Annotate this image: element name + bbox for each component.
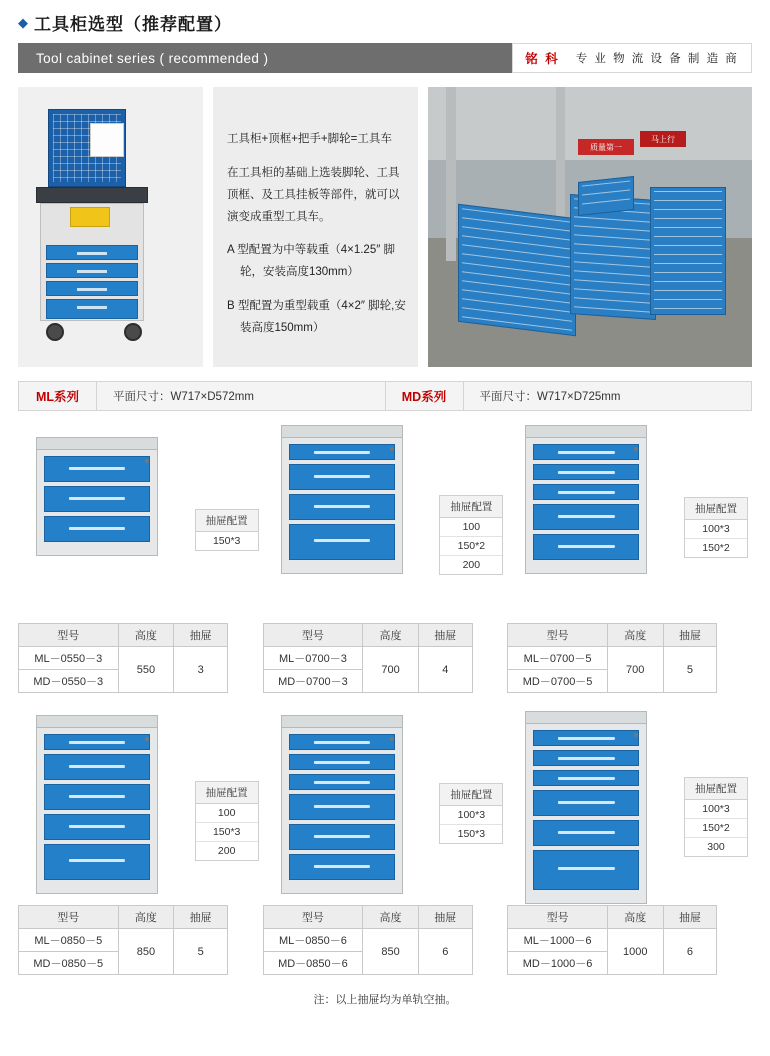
product-cell-2 bbox=[507, 437, 752, 693]
th-drawers: 抽屉 bbox=[663, 624, 717, 647]
series-bar bbox=[18, 381, 752, 411]
th-drawers: 抽屉 bbox=[174, 624, 228, 647]
config-box-4 bbox=[439, 783, 503, 844]
drawer-shape bbox=[533, 444, 639, 460]
cabinet-shell-shape bbox=[281, 727, 403, 894]
table-row bbox=[19, 647, 228, 670]
th-model: 型号 bbox=[263, 906, 363, 929]
spec-table-5 bbox=[507, 905, 717, 975]
product-cell-3 bbox=[18, 719, 263, 975]
cabinet-illustration-1 bbox=[263, 437, 508, 617]
cell-model-ml: ML－0700－3 bbox=[263, 647, 363, 670]
drawer-shape bbox=[533, 464, 639, 480]
page-header bbox=[0, 0, 770, 39]
caster-wheel-icon bbox=[124, 323, 142, 341]
table-row bbox=[508, 929, 717, 952]
warehouse-cabinets-photo bbox=[428, 87, 752, 367]
drawer-shape bbox=[44, 734, 150, 750]
cabinet-shell-shape bbox=[36, 449, 158, 556]
cell-height: 700 bbox=[607, 647, 663, 693]
cabinet-top-shape bbox=[525, 711, 647, 723]
series-size-ml: 平面尺寸：W717×D572mm bbox=[97, 382, 386, 410]
drawer-shape bbox=[44, 456, 150, 482]
drawer-shape bbox=[289, 524, 395, 560]
config-item: 150*2 bbox=[685, 819, 747, 838]
table-row bbox=[19, 929, 228, 952]
config-title: 抽屉配置 bbox=[440, 496, 502, 518]
table-row bbox=[263, 647, 472, 670]
brand-tagline: 专 业 物 流 设 备 制 造 商 bbox=[575, 53, 739, 65]
series-name-md: MD系列 bbox=[386, 382, 464, 410]
th-model: 型号 bbox=[508, 624, 608, 647]
drawer-shape bbox=[533, 770, 639, 786]
table-header-row bbox=[508, 906, 717, 929]
drawer-shape bbox=[533, 850, 639, 890]
cabinet-top-shape bbox=[525, 425, 647, 437]
drawer-shape bbox=[44, 814, 150, 840]
drawer-shape bbox=[533, 534, 639, 560]
cabinet-illustration-3 bbox=[18, 719, 263, 899]
cell-model-md: MD－0850－6 bbox=[263, 952, 363, 975]
th-height: 高度 bbox=[363, 624, 419, 647]
cabinet-illustration-0 bbox=[18, 437, 263, 617]
config-box-5 bbox=[684, 777, 748, 857]
lock-icon bbox=[390, 737, 394, 741]
cell-model-ml: ML－0850－5 bbox=[19, 929, 119, 952]
table-header-row bbox=[19, 906, 228, 929]
config-item: 150*2 bbox=[440, 537, 502, 556]
spec-table-1 bbox=[263, 623, 473, 693]
cell-drawers: 5 bbox=[663, 647, 717, 693]
diamond-icon: ◆ bbox=[18, 15, 28, 30]
drawer-shape bbox=[289, 494, 395, 520]
cabinet-bank-shape bbox=[578, 176, 634, 216]
lock-icon bbox=[145, 459, 149, 463]
cell-model-md: MD－0850－5 bbox=[19, 952, 119, 975]
cell-height: 850 bbox=[118, 929, 174, 975]
th-model: 型号 bbox=[19, 906, 119, 929]
config-title: 抽屉配置 bbox=[685, 498, 747, 520]
banner-red-2: 马上行 bbox=[640, 131, 686, 147]
cabinet-illustration-2 bbox=[507, 437, 752, 617]
section-subtitle: Tool cabinet series ( recommended ) bbox=[36, 50, 269, 66]
th-model: 型号 bbox=[508, 906, 607, 929]
cell-model-ml: ML－0850－6 bbox=[263, 929, 363, 952]
brand-block bbox=[512, 43, 752, 73]
cell-model-md: MD－0700－3 bbox=[263, 670, 363, 693]
drawer-shape bbox=[44, 516, 150, 542]
drawer-shape bbox=[44, 844, 150, 880]
config-title: 抽屉配置 bbox=[440, 784, 502, 806]
cabinet-shape bbox=[525, 425, 647, 574]
product-cell-4 bbox=[263, 719, 508, 975]
spec-table-2 bbox=[507, 623, 717, 693]
cart-drawer-shape bbox=[46, 263, 138, 278]
cell-height: 700 bbox=[363, 647, 419, 693]
caster-wheel-icon bbox=[46, 323, 64, 341]
tool-cart-illustration bbox=[18, 87, 203, 367]
cabinet-shape bbox=[36, 437, 158, 556]
cabinet-shell-shape bbox=[36, 727, 158, 894]
config-box-3 bbox=[195, 781, 259, 861]
drawer-shape bbox=[289, 734, 395, 750]
brand-name: 铭 科 bbox=[525, 52, 560, 66]
th-drawers: 抽屉 bbox=[174, 906, 228, 929]
cell-drawers: 4 bbox=[418, 647, 472, 693]
page-title: 工具柜选型（推荐配置） bbox=[34, 15, 232, 34]
product-grid bbox=[18, 437, 752, 975]
th-drawers: 抽屉 bbox=[418, 624, 472, 647]
cell-height: 850 bbox=[363, 929, 419, 975]
cart-drawer-shape bbox=[46, 245, 138, 260]
cabinet-top-shape bbox=[281, 715, 403, 727]
cart-worktop-shape bbox=[36, 187, 148, 203]
config-item: 100 bbox=[196, 804, 258, 823]
intro-line-1: 工具柜+顶框+把手+脚轮=工具车 bbox=[227, 133, 392, 145]
drawer-shape bbox=[533, 820, 639, 846]
config-item: 300 bbox=[707, 841, 725, 853]
cabinet-bank-shape bbox=[650, 187, 726, 315]
cell-drawers: 6 bbox=[418, 929, 472, 975]
drawer-shape bbox=[533, 790, 639, 816]
cell-height: 1000 bbox=[607, 929, 663, 975]
config-item: 150*3 bbox=[212, 535, 241, 547]
config-item: 200 bbox=[462, 559, 481, 571]
config-item: 150*3 bbox=[196, 823, 258, 842]
config-title: 抽屉配置 bbox=[685, 778, 747, 800]
config-item: 150*2 bbox=[702, 542, 730, 554]
spec-table-0 bbox=[18, 623, 228, 693]
cell-height: 550 bbox=[118, 647, 174, 693]
spec-table-4 bbox=[263, 905, 473, 975]
drawer-shape bbox=[533, 750, 639, 766]
series-name-ml: ML系列 bbox=[19, 382, 97, 410]
paper-sheet-shape bbox=[90, 123, 124, 157]
config-item: 200 bbox=[217, 845, 236, 857]
drawer-shape bbox=[289, 464, 395, 490]
cell-model-md: MD－1000－6 bbox=[508, 952, 607, 975]
lock-icon bbox=[390, 447, 394, 451]
product-row-1 bbox=[18, 437, 752, 693]
cabinet-illustration-4 bbox=[263, 719, 508, 899]
cell-model-ml: ML－0700－5 bbox=[508, 647, 608, 670]
config-title: 抽屉配置 bbox=[196, 510, 258, 532]
drawer-shape bbox=[289, 754, 395, 770]
config-item: 100*3 bbox=[685, 520, 747, 539]
cabinet-shell-shape bbox=[281, 437, 403, 574]
cabinet-bank-shape bbox=[458, 204, 576, 336]
th-drawers: 抽屉 bbox=[663, 906, 717, 929]
cart-drawer-shape bbox=[46, 299, 138, 319]
drawer-shape bbox=[289, 854, 395, 880]
cell-model-ml: ML－0550－3 bbox=[19, 647, 119, 670]
cell-drawers: 6 bbox=[663, 929, 717, 975]
drawer-shape bbox=[44, 754, 150, 780]
config-item: 100 bbox=[440, 518, 502, 537]
banner-red-1: 质量第一 bbox=[578, 139, 634, 155]
drawer-shape bbox=[289, 774, 395, 790]
drawer-shape bbox=[533, 484, 639, 500]
cabinet-shape bbox=[281, 715, 403, 894]
th-height: 高度 bbox=[118, 906, 174, 929]
product-cell-0 bbox=[18, 437, 263, 693]
table-header-row bbox=[263, 624, 472, 647]
intro-line-3: A 型配置为中等载重（4×1.25″ 脚轮，安装高度130mm） bbox=[227, 244, 395, 279]
th-model: 型号 bbox=[263, 624, 363, 647]
cell-model-md: MD－0700－5 bbox=[508, 670, 608, 693]
th-model: 型号 bbox=[19, 624, 119, 647]
cabinet-shape bbox=[281, 425, 403, 574]
cabinet-illustration-5 bbox=[507, 719, 752, 899]
cart-drawer-shape bbox=[46, 281, 138, 296]
config-box-1 bbox=[439, 495, 503, 575]
cell-drawers: 5 bbox=[174, 929, 228, 975]
table-header-row bbox=[508, 624, 717, 647]
pillar-shape bbox=[446, 87, 456, 261]
cabinet-shape bbox=[525, 711, 647, 904]
intro-line-2: 在工具柜的基础上选装脚轮、工具顶框、及工具挂板等部件，就可以演变成重型工具车。 bbox=[227, 166, 400, 223]
config-item: 150*3 bbox=[457, 828, 486, 840]
table-row bbox=[508, 647, 717, 670]
drawer-shape bbox=[44, 486, 150, 512]
cabinet-shell-shape bbox=[525, 437, 647, 574]
th-height: 高度 bbox=[363, 906, 419, 929]
cabinet-top-shape bbox=[36, 437, 158, 449]
th-height: 高度 bbox=[118, 624, 174, 647]
drawer-shape bbox=[289, 824, 395, 850]
section-title-bar bbox=[18, 43, 752, 73]
table-header-row bbox=[19, 624, 228, 647]
cell-model-ml: ML－1000－6 bbox=[508, 929, 607, 952]
drawer-shape bbox=[289, 794, 395, 820]
table-header-row bbox=[263, 906, 472, 929]
config-box-0 bbox=[195, 509, 259, 551]
cell-drawers: 3 bbox=[174, 647, 228, 693]
cabinet-top-shape bbox=[36, 715, 158, 727]
config-box-2 bbox=[684, 497, 748, 558]
config-item: 100*3 bbox=[685, 800, 747, 819]
product-cell-5 bbox=[507, 719, 752, 975]
cell-model-md: MD－0550－3 bbox=[19, 670, 119, 693]
th-height: 高度 bbox=[607, 624, 663, 647]
cabinet-shape bbox=[36, 715, 158, 894]
intro-text-block bbox=[213, 87, 418, 367]
series-size-md: 平面尺寸：W717×D725mm bbox=[479, 391, 621, 403]
intro-line-4: B 型配置为重型载重（4×2″ 脚轮,安装高度150mm） bbox=[227, 300, 406, 334]
product-cell-1 bbox=[263, 437, 508, 693]
footer-note: 注：以上抽屉均为单轨空抽。 bbox=[313, 994, 457, 1006]
drawer-shape bbox=[533, 504, 639, 530]
lock-icon bbox=[145, 737, 149, 741]
tool-tray-shape bbox=[70, 207, 110, 227]
config-title: 抽屉配置 bbox=[196, 782, 258, 804]
cabinet-shell-shape bbox=[525, 723, 647, 904]
th-drawers: 抽屉 bbox=[418, 906, 472, 929]
drawer-shape bbox=[289, 444, 395, 460]
intro-section bbox=[18, 87, 752, 367]
product-row-2 bbox=[18, 719, 752, 975]
drawer-shape bbox=[533, 730, 639, 746]
cabinet-top-shape bbox=[281, 425, 403, 437]
config-item: 100*3 bbox=[440, 806, 502, 825]
table-row bbox=[263, 929, 472, 952]
spec-table-3 bbox=[18, 905, 228, 975]
drawer-shape bbox=[44, 784, 150, 810]
th-height: 高度 bbox=[607, 906, 663, 929]
